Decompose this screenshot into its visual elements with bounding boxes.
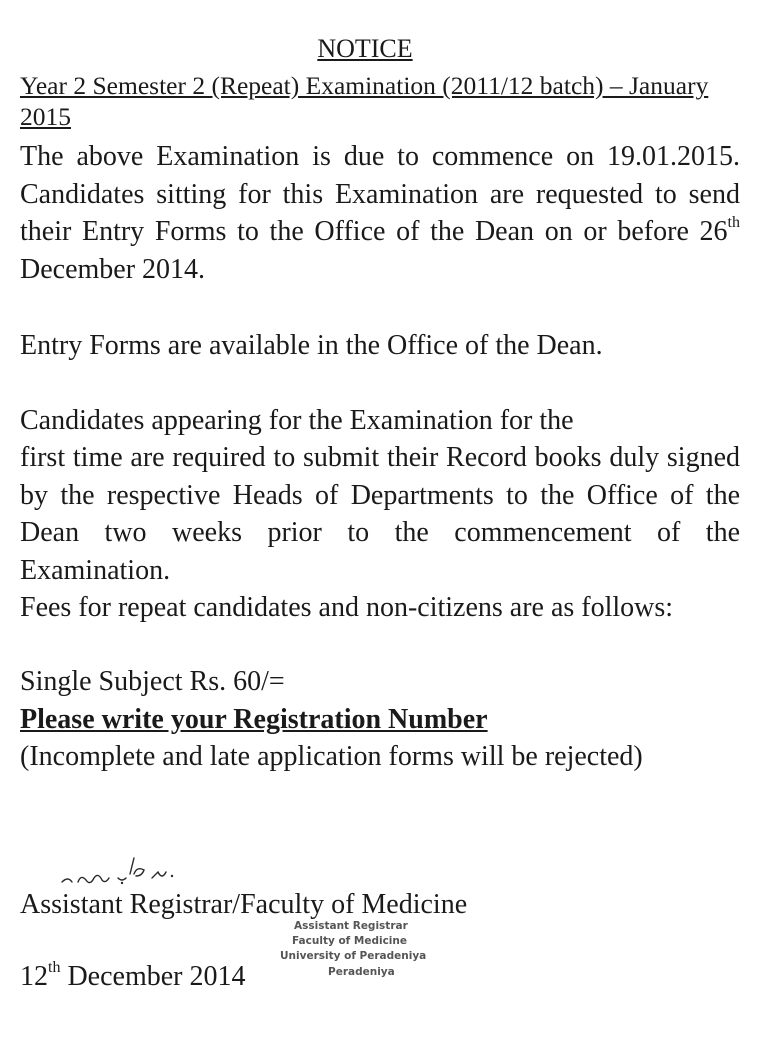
- date-day: 12: [20, 961, 48, 992]
- exam-subject-heading: Year 2 Semester 2 (Repeat) Examination (2011/12 batch) – January 2015: [20, 71, 709, 131]
- stamp-line-1: Assistant Registrar: [294, 920, 408, 932]
- office-stamp: [272, 916, 452, 986]
- rejection-warning: (Incomplete and late application forms will be rejected): [20, 741, 643, 772]
- commencement-text: The above Examination is due to commence on 19.01.2015. Candidates sitting for this Examination are requested to send their Entry Forms to the Office of the Dean on or before 26: [20, 141, 740, 247]
- notice-date: [20, 958, 246, 995]
- entry-forms-paragraph: Entry Forms are available in the Office of the Dean.: [20, 330, 603, 361]
- record-books-intro: Candidates appearing for the Examination for the: [20, 405, 574, 436]
- single-subject-fee: Single Subject Rs. 60/=: [20, 666, 285, 697]
- stamp-line-4: Peradeniya: [328, 966, 395, 978]
- registration-instruction: Please write your Registration Number: [20, 704, 488, 735]
- assistant-registrar-signature-line: Assistant Registrar/Faculty of Medicine: [20, 889, 468, 920]
- notice-title: NOTICE: [317, 34, 413, 63]
- deadline-day-suffix: th: [727, 213, 740, 231]
- commencement-paragraph: [20, 138, 740, 288]
- date-month-year: December 2014: [60, 961, 246, 992]
- deadline-month-year: December 2014.: [20, 253, 206, 285]
- fees-paragraph: Fees for repeat candidates and non-citizens are as follows:: [20, 592, 674, 623]
- date-day-suffix: th: [48, 958, 61, 976]
- stamp-line-3: University of Peradeniya: [280, 950, 427, 962]
- stamp-line-2: Faculty of Medicine: [292, 935, 408, 947]
- record-books-paragraph: first time are required to submit their Record books duly signed by the respective Heads of Departments to the Office of the Dean two weeks prior to the commencement of the Examination.: [20, 442, 740, 586]
